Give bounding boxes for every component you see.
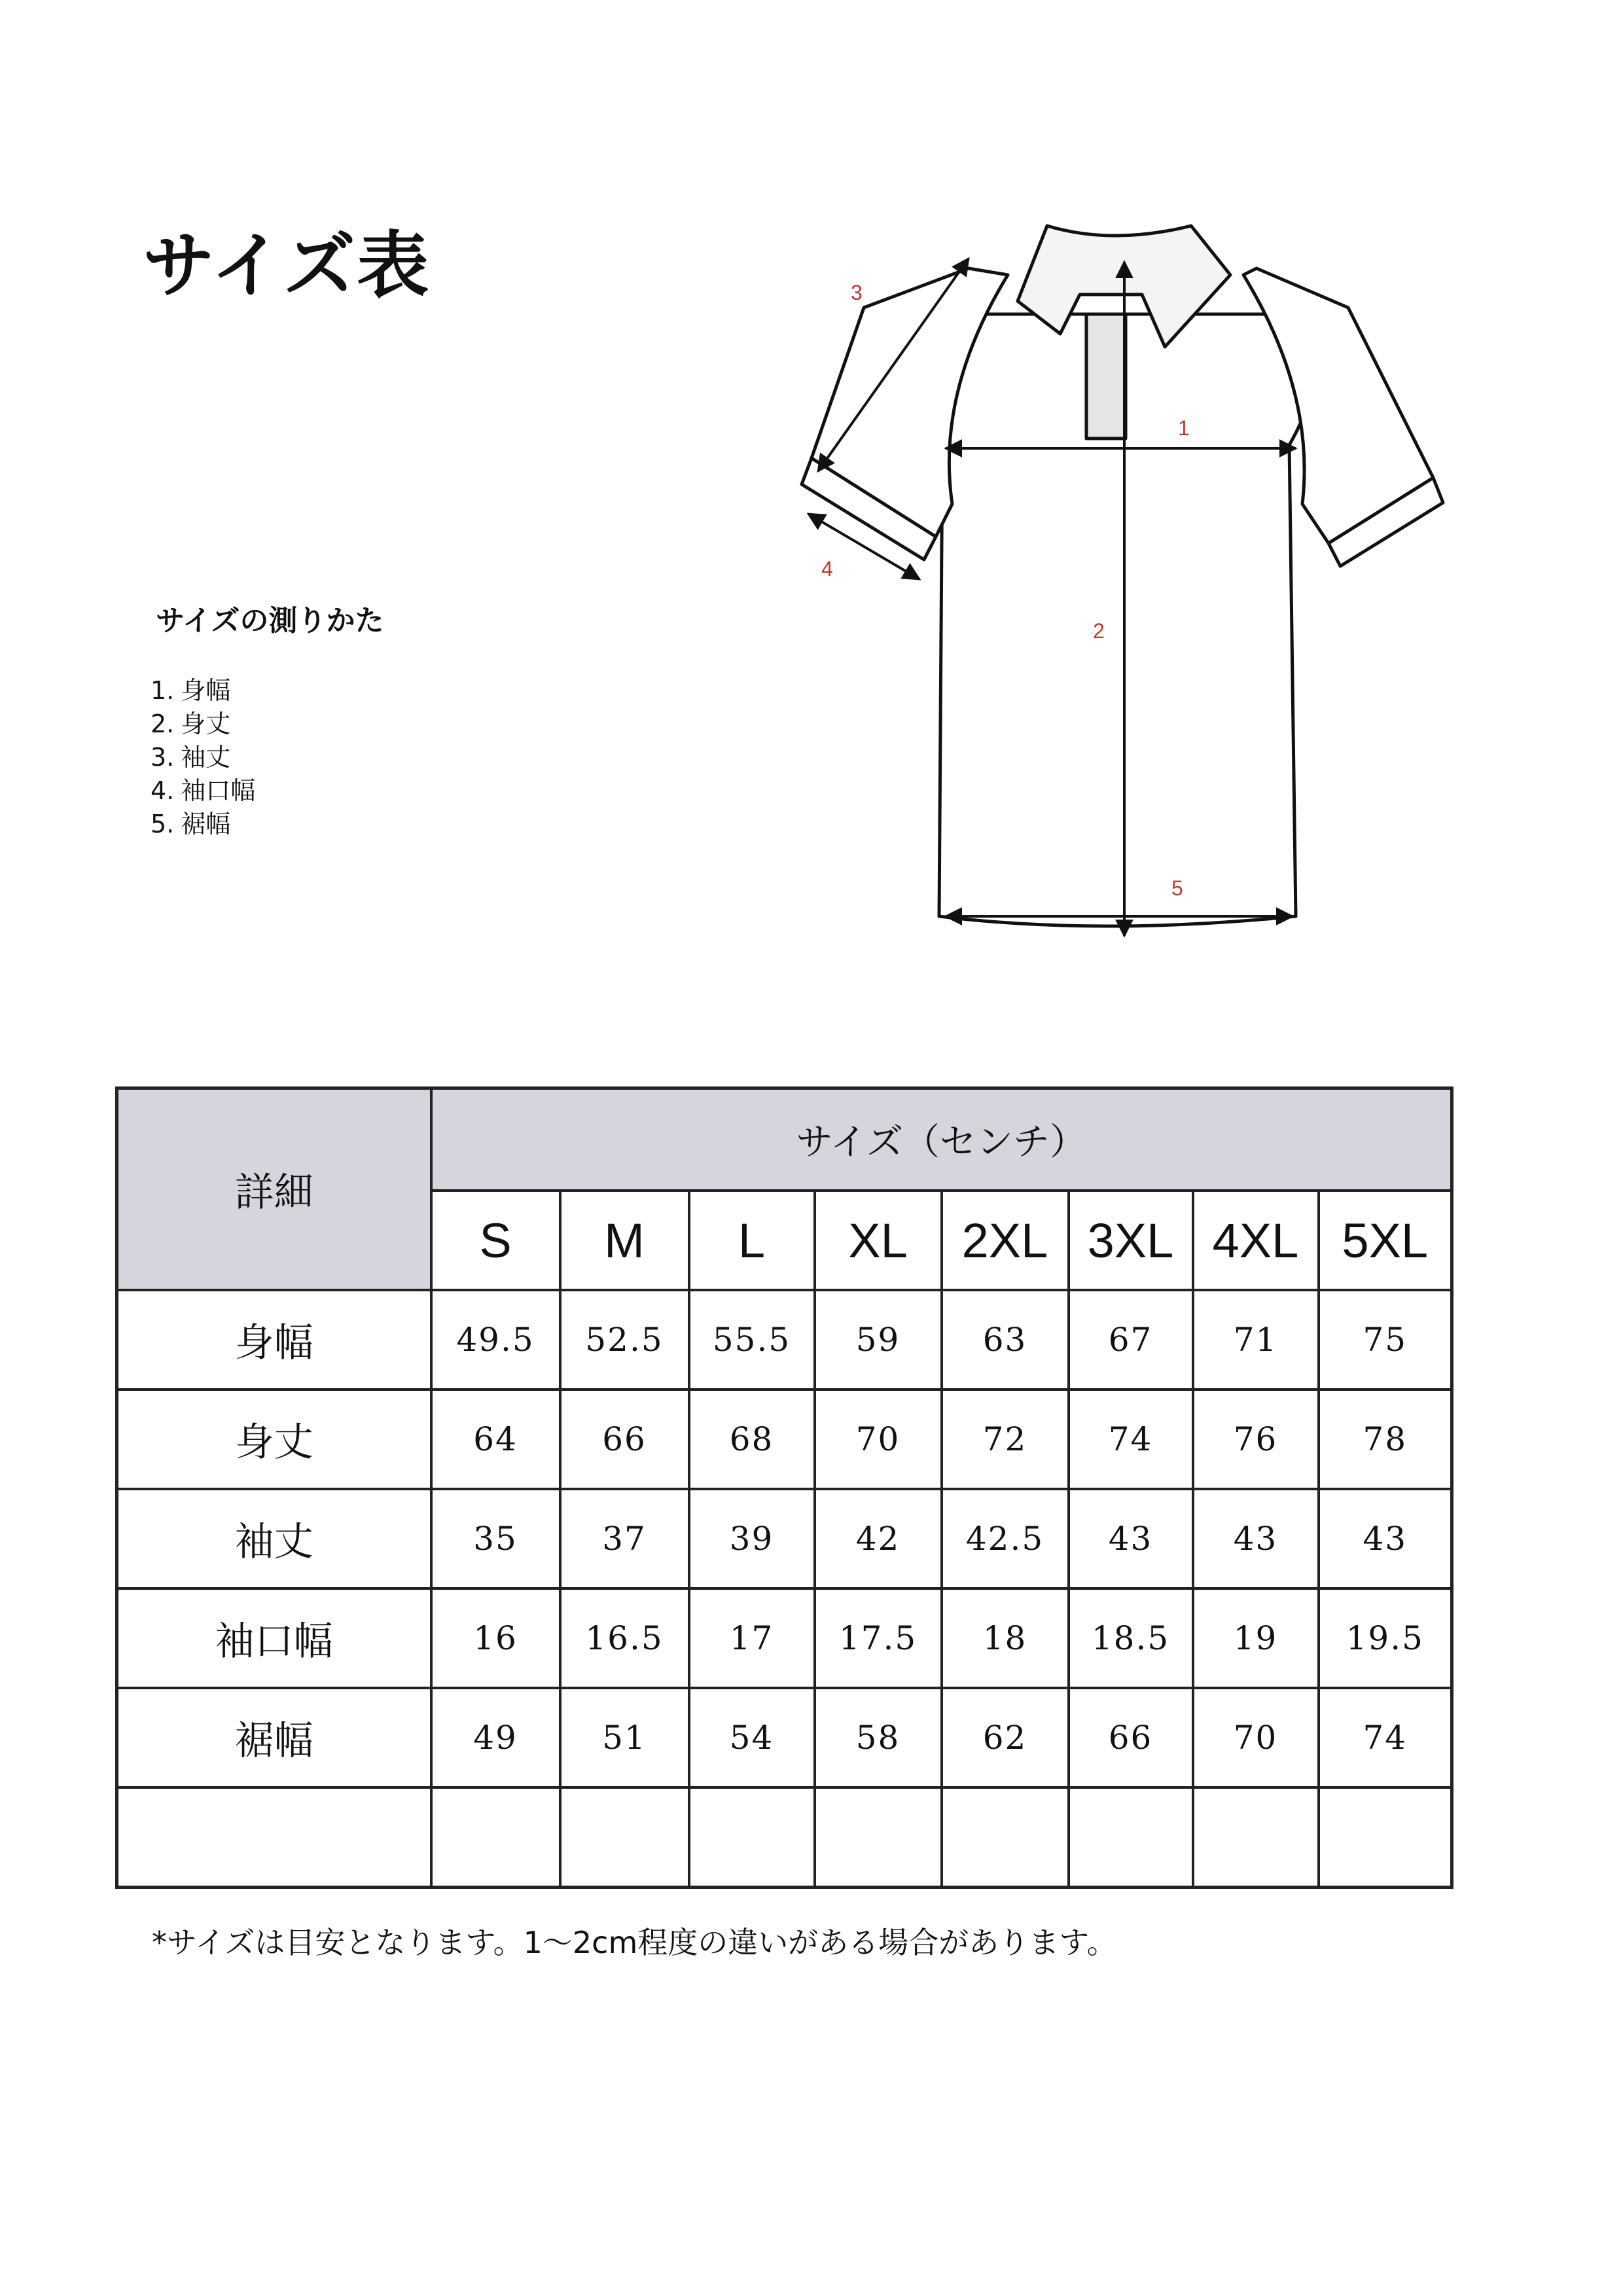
table-cell: 49.5 [431,1290,560,1390]
size-header: S [431,1191,560,1290]
table-cell: 52.5 [560,1290,689,1390]
table-cell: 75 [1319,1290,1452,1390]
table-cell: 39 [689,1489,815,1588]
table-cell [1319,1787,1452,1887]
table-cell: 43 [1193,1489,1319,1588]
table-cell: 67 [1069,1290,1193,1390]
table-cell [560,1787,689,1887]
size-table-body [117,1290,1452,1887]
table-cell: 17.5 [815,1588,942,1688]
size-header: 4XL [1193,1191,1319,1290]
row-label [117,1787,431,1887]
row-label: 裾幅 [117,1688,431,1787]
table-cell: 42 [815,1489,942,1588]
row-label: 袖口幅 [117,1588,431,1688]
measure-list [151,674,255,841]
shirt-placket [1086,314,1126,439]
measure-item-label: 袖丈 [181,743,231,772]
table-row [117,1787,1452,1887]
measure-item-label: 身丈 [181,709,231,738]
table-cell: 70 [1193,1688,1319,1787]
table-row [117,1688,1452,1787]
measure-item-number: 1. [151,676,175,705]
table-cell: 16 [431,1588,560,1688]
size-header: XL [815,1191,942,1290]
table-cell: 68 [689,1390,815,1489]
table-row [117,1588,1452,1688]
table-cell: 16.5 [560,1588,689,1688]
page-title: サイズ表 [143,224,431,308]
table-cell: 63 [942,1290,1069,1390]
measure-item-label: 身幅 [181,676,231,705]
footnote: *サイズは目安となります。1～2cm程度の違いがある場合があります。 [152,1925,1117,1960]
table-cell: 19 [1193,1588,1319,1688]
row-label: 袖丈 [117,1489,431,1588]
table-cell: 74 [1069,1390,1193,1489]
measure-heading: サイズの測りかた [156,604,384,637]
table-cell [1193,1787,1319,1887]
table-cell: 49 [431,1688,560,1787]
table-cell [942,1787,1069,1887]
table-cell: 18.5 [1069,1588,1193,1688]
table-cell: 19.5 [1319,1588,1452,1688]
measure-item [151,774,255,808]
table-row [117,1489,1452,1588]
table-row [117,1390,1452,1489]
table-cell: 59 [815,1290,942,1390]
size-header: 5XL [1319,1191,1452,1290]
measure-item-number: 2. [151,709,175,738]
table-cell [431,1787,560,1887]
size-header: M [560,1191,689,1290]
row-label: 身丈 [117,1390,431,1489]
measure-label-4: 4 [821,557,833,581]
size-header: 2XL [942,1191,1069,1290]
table-cell: 70 [815,1390,942,1489]
measure-item [151,808,255,841]
table-cell: 55.5 [689,1290,815,1390]
size-group-header: サイズ（センチ） [431,1088,1452,1191]
measure-item-number: 3. [151,743,175,772]
measure-item-label: 袖口幅 [181,776,256,805]
measure-item [151,741,255,774]
measure-label-1: 1 [1178,416,1190,440]
table-cell: 42.5 [942,1489,1069,1588]
measure-label-2: 2 [1093,619,1105,643]
size-header: 3XL [1069,1191,1193,1290]
measure-item-number: 5. [151,810,175,838]
table-cell: 18 [942,1588,1069,1688]
measure-item [151,674,255,708]
table-cell: 74 [1319,1688,1452,1787]
table-row [117,1290,1452,1390]
table-cell: 72 [942,1390,1069,1489]
measure-label-3: 3 [851,281,863,304]
table-cell: 35 [431,1489,560,1588]
table-cell: 78 [1319,1390,1452,1489]
table-cell: 76 [1193,1390,1319,1489]
table-cell: 54 [689,1688,815,1787]
table-cell: 17 [689,1588,815,1688]
table-cell: 37 [560,1489,689,1588]
size-header: L [689,1191,815,1290]
table-cell: 71 [1193,1290,1319,1390]
table-cell: 64 [431,1390,560,1489]
table-cell: 43 [1069,1489,1193,1588]
table-cell: 51 [560,1688,689,1787]
table-cell: 43 [1319,1489,1452,1588]
row-label: 身幅 [117,1290,431,1390]
table-cell: 66 [1069,1688,1193,1787]
size-table [115,1086,1454,1889]
measure-label-5: 5 [1171,876,1183,900]
table-cell: 58 [815,1688,942,1787]
table-cell [1069,1787,1193,1887]
table-cell: 66 [560,1390,689,1489]
table-cell: 62 [942,1688,1069,1787]
detail-header: 詳細 [117,1088,431,1291]
table-cell [815,1787,942,1887]
measure-item [151,708,255,741]
polo-shirt-diagram [772,196,1459,982]
measure-item-label: 裾幅 [181,810,231,838]
table-cell [689,1787,815,1887]
measure-item-number: 4. [151,776,175,805]
